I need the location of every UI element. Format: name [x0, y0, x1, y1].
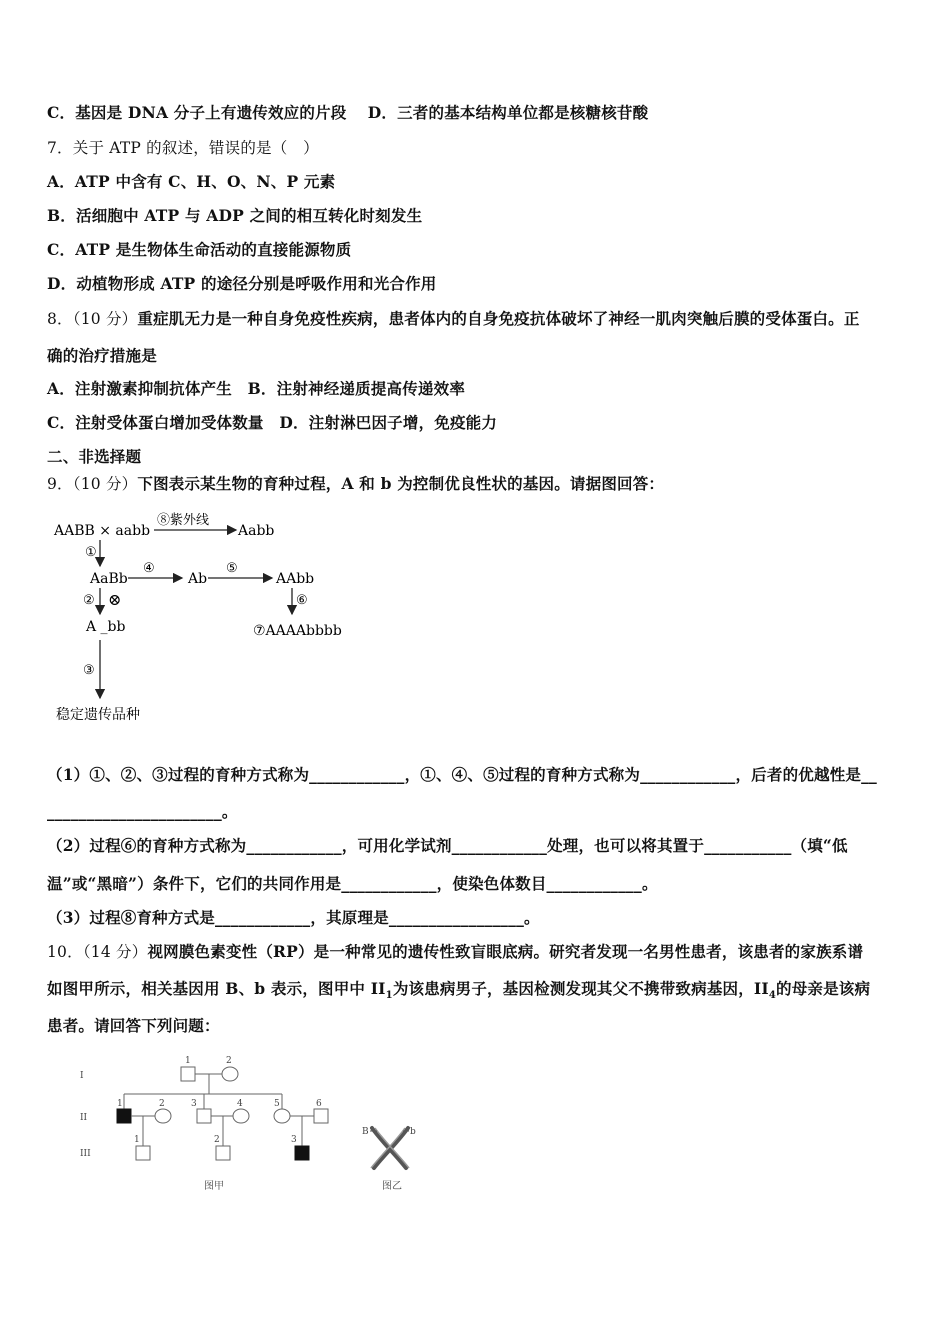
q9-number: 9．（10 分） [47, 475, 138, 493]
step4-label: ④ [143, 561, 155, 576]
svg-text:2: 2 [214, 1135, 220, 1145]
q9-stem [47, 472, 664, 494]
q7-option-b: B．活细胞中 ATP 与 ADP 之间的相互转化时刻发生 [47, 206, 423, 225]
q10-stem [47, 940, 863, 962]
uv-label: ⑧紫外线 [157, 513, 210, 528]
q9-part2: （2）过程⑥的育种方式称为____________，可用化学试剂____________处理，也可以将其置于___________（填“低 [47, 836, 848, 855]
iii2-male [216, 1146, 230, 1160]
svg-text:4: 4 [237, 1099, 243, 1109]
svg-text:1: 1 [117, 1099, 123, 1109]
q8-stem-cont: 确的治疗措施是 [47, 346, 157, 365]
ab-label: Ab [188, 571, 208, 587]
stable-variety-label: 稳定遗传品种 [56, 707, 140, 723]
q7-option-d: D．动植物形成 ATP 的途径分别是呼吸作用和光合作用 [47, 274, 437, 293]
i1-male [181, 1067, 195, 1081]
q6-options-cd: C．基因是 DNA 分子上有遗传效应的片段 D．三者的基本结构单位都是核糖核苷酸 [47, 103, 649, 122]
chromosome-diagram [370, 1128, 409, 1168]
q9-text: 下图表示某生物的育种过程，A 和 b 为控制优良性状的基因。请据图回答： [137, 474, 665, 493]
svg-text:5: 5 [274, 1099, 280, 1109]
svg-text:1: 1 [185, 1056, 191, 1066]
svg-text:2: 2 [226, 1056, 232, 1066]
generation-ii: II [80, 1113, 88, 1123]
step6-label: ⑥ [296, 593, 308, 608]
ii2-female [155, 1109, 171, 1123]
q8-options-cd: C．注射受体蛋白增加受体数量 D．注射淋巴因子增，免疫能力 [47, 413, 498, 432]
iii3-affected-male [295, 1146, 309, 1160]
tetraploid-label: ⑦AAAAbbbb [253, 623, 342, 639]
breeding-diagram [50, 508, 350, 728]
q8-text: 重症肌无力是一种自身免疫性疾病，患者体内的自身免疫抗体破坏了神经一肌肉突触后膜的受体蛋白。正 [137, 309, 860, 328]
ii6-male [314, 1109, 328, 1123]
svg-text:6: 6 [316, 1099, 322, 1109]
step1-label: ① [85, 545, 97, 560]
svg-text:1: 1 [134, 1135, 140, 1145]
section-heading: 二、非选择题 [47, 447, 142, 466]
figure-b-caption: 图乙 [382, 1181, 402, 1192]
q10-number: 10．（14 分） [47, 943, 148, 961]
generation-iii: III [80, 1149, 91, 1159]
selfing-symbol: ⊗ [108, 590, 122, 609]
aabb-output: Aabb [238, 523, 275, 539]
q8-stem [47, 307, 860, 329]
svg-text:2: 2 [159, 1099, 165, 1109]
pedigree-figure [70, 1050, 440, 1200]
f1-label: AaBb [90, 571, 128, 587]
q9-part3: （3）过程⑧育种方式是____________，其原理是_________________。 [47, 908, 540, 927]
q8-options-ab: A．注射激素抑制抗体产生 B．注射神经递质提高传递效率 [47, 379, 466, 398]
ii3-male [197, 1109, 211, 1123]
i2-female [222, 1067, 238, 1081]
generation-i: I [80, 1071, 84, 1081]
step5-label: ⑤ [226, 561, 238, 576]
step2-label: ② [83, 593, 95, 608]
ii1-affected-male [117, 1109, 131, 1123]
parents-label: AABB × aabb [54, 523, 151, 539]
q9-part2-cont: 温”或“黑暗”）条件下，它们的共同作用是____________，使染色体数目____________。 [47, 874, 658, 893]
gene-b-label: B [362, 1127, 369, 1137]
figure-a-caption: 图甲 [204, 1181, 224, 1192]
svg-text:3: 3 [191, 1099, 197, 1109]
ii5-female [274, 1109, 290, 1123]
q10-stem-line3: 患者。请回答下列问题： [47, 1016, 220, 1035]
q10-stem-line2: 如图甲所示，相关基因用 B、b 表示，图甲中 $II_1$为该患病男子，基因检测发现其父不携带致病基因，$II_4$的母亲是该病 [47, 979, 871, 1002]
q8-number: 8．（10 分） [47, 310, 138, 328]
ii4-female [233, 1109, 249, 1123]
q10-text: 视网膜色素变性（RP）是一种常见的遗传性致盲眼底病。研究者发现一名男性患者，该患者的家族系谱 [147, 942, 864, 961]
q7-stem: 7．关于 ATP 的叙述，错误的是（ ） [47, 139, 319, 157]
q7-option-a: A．ATP 中含有 C、H、O、N、P 元素 [47, 172, 336, 191]
iii1-male [136, 1146, 150, 1160]
q9-part1: （1）①、②、③过程的育种方式称为____________，①、④、⑤过程的育种方式称为____________，后者的优越性是__ [47, 765, 877, 784]
a-bb-label: A _bb [86, 619, 126, 635]
step3-label: ③ [83, 663, 95, 678]
q9-part1-cont: ______________________。 [47, 802, 238, 821]
q7-option-c: C．ATP 是生物体生命活动的直接能源物质 [47, 240, 352, 259]
svg-text:3: 3 [291, 1135, 297, 1145]
aabb2-label: AAbb [276, 571, 315, 587]
gene-b-small-label: b [410, 1127, 416, 1137]
